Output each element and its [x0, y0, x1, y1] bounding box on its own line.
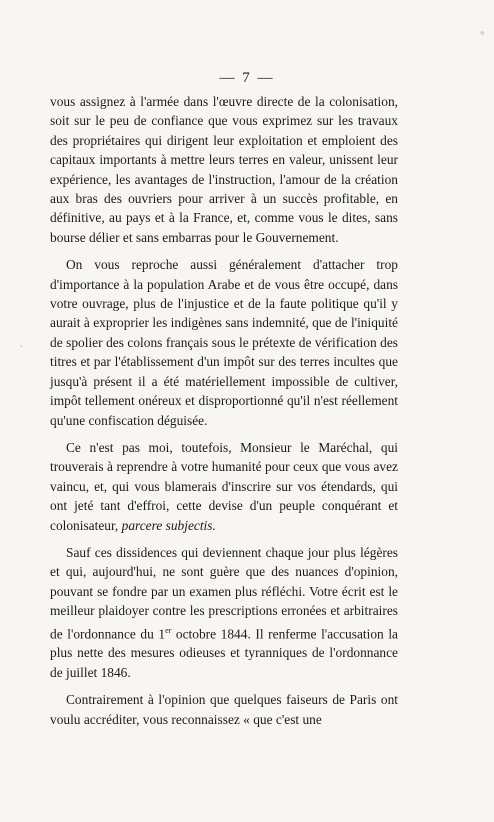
- paragraph-marechal-text: Ce n'est pas moi, toutefois, Monsieur le Maréchal, qui trouverais à reprendre à votre humanité pour ceux que vous avez vaincu, et, qui vous blamerais d'inscrire sur vos étendards, qui ont jeté tant d'effroi, cette devise d'un peuple conquérant et colonisateur,: [50, 439, 398, 533]
- margin-mark: ·: [20, 342, 23, 351]
- paragraph-continuation: vous assignez à l'armée dans l'œuvre directe de la colonisation, soit sur le peu de confiance que vous exprimez sur les travaux des propriétaires qui dirigent leur exploitation et emploient des capitaux importants à mettre leurs terres en valeur, unissent leur expérience, les avantages de l'instruction, l'amour de la création aux bras des ouvriers pour arriver à un succès profitable, en définitive, au pays et à la France, et, comme vous le dites, sans bourse délier et sans embarras pour le Gouvernement.: [50, 94, 398, 245]
- paragraph-reproach: On vous reproche aussi généralement d'attacher trop d'importance à la population Arabe et de vous être occupé, dans votre ouvrage, plus de l'injustice et de la faute politique qu'il y aurait à exproprier les indigènes sans indemnité, que de l'iniquité de spolier des colons français sous le prétexte de vérification des titres et par l'établissement d'un impôt sur des terres incultes que jusqu'à présent il a été matériellement impossible de cultiver, impôt tellement onéreux et disproportionné qu'il n'est réellement qu'une confiscation déguisée.: [50, 257, 398, 428]
- paragraph-marechal: [50, 438, 398, 535]
- body-text: [50, 92, 398, 737]
- corner-mark: °: [480, 30, 484, 40]
- paragraph-dissidences-after: octobre 1844. Il renferme l'accusation la plus nette des mesures odieuses et tyranniques de l'ordonnance de juillet 1846.: [50, 626, 398, 680]
- paragraph-contrairement: Contrairement à l'opinion que quelques faiseurs de Paris ont voulu accréditer, vous reconnaissez « que c'est une: [50, 692, 398, 727]
- ordinal-superscript: er: [165, 625, 172, 635]
- page-number: — 7 —: [219, 70, 275, 86]
- paragraph-dissidences: [50, 543, 398, 682]
- latin-motto: parcere subjectis.: [121, 517, 216, 533]
- paragraph-dissidences-before: Sauf ces dissidences qui deviennent chaque jour plus légères et qui, aujourd'hui, ne sont guère que des nuances d'opinion, pouvant se fondre par un examen plus réfléchi. Votre écrit est le meilleur plaidoyer contre les prescriptions erronées et arbitraires de l'ordonnance du 1: [50, 544, 398, 642]
